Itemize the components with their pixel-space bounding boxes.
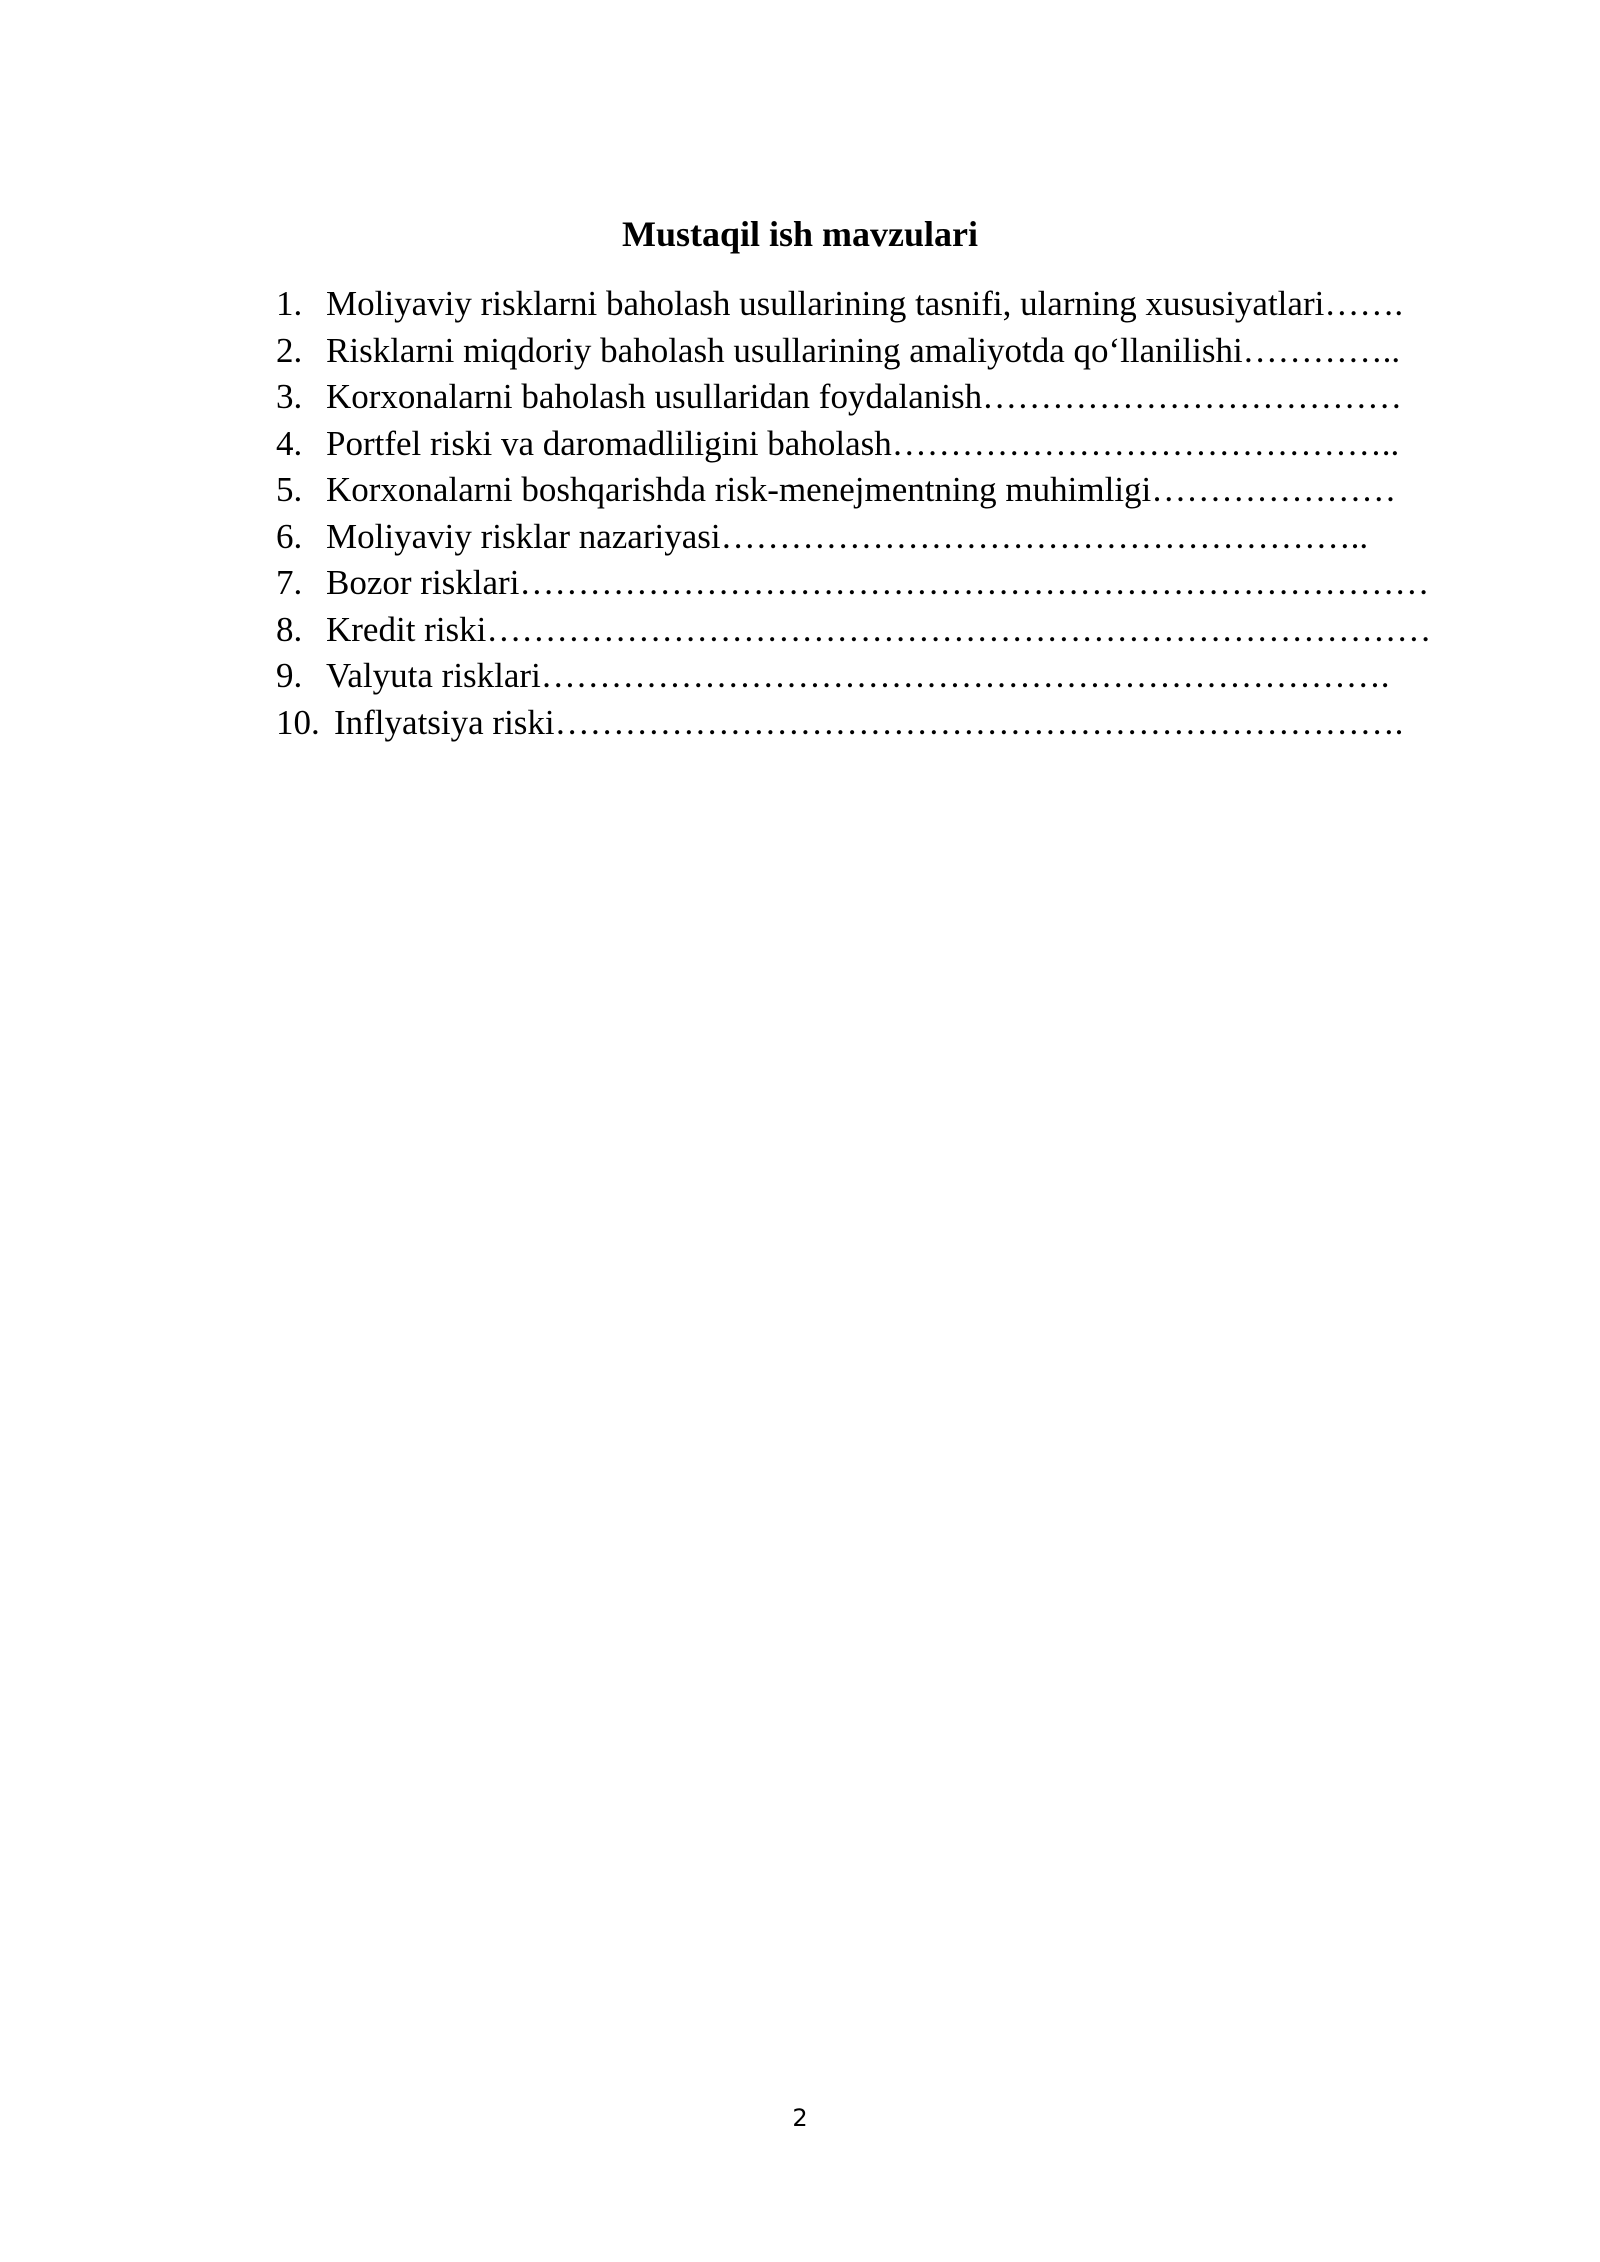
item-number: 4.: [276, 423, 303, 463]
item-text: Bozor risklari……………………………………………………………………: [326, 563, 1430, 602]
page-title: Mustaqil ish mavzulari: [621, 214, 979, 254]
item-number: 9.: [276, 656, 303, 695]
page-number: 2: [792, 2104, 808, 2132]
item-text: Korxonalarni boshqarishda risk-menejmentning muhimligi…………………: [326, 470, 1397, 509]
list-item: [276, 374, 1506, 421]
item-number: 8.: [276, 609, 303, 649]
item-number: 10.: [276, 702, 320, 742]
item-text: Moliyaviy risklar nazariyasi………………………………………………..: [326, 516, 1369, 556]
list-item: [276, 421, 1506, 468]
item-text: Risklarni miqdoriy baholash usullarining amaliyotda qo‘llanilishi…………..: [326, 330, 1401, 370]
item-text: Korxonalarni baholash usullaridan foydalanish………………………………: [326, 377, 1403, 416]
item-text: Moliyaviy risklarni baholash usullarining tasnifi, ularning xususiyatlari…….: [326, 284, 1404, 323]
list-item: [276, 560, 1506, 607]
item-number: 3.: [276, 377, 303, 416]
item-text: Valyuta risklari……………………………………………………………….: [326, 656, 1390, 695]
list-item: [276, 281, 1506, 328]
item-number: 6.: [276, 516, 303, 556]
list-item: [276, 653, 1506, 700]
item-number: 1.: [276, 284, 303, 323]
list-item: [276, 467, 1506, 514]
item-text: Inflyatsiya riski……………………………………………………………….: [334, 702, 1404, 742]
list-item: [276, 514, 1506, 561]
list-item: [276, 607, 1506, 654]
list-item: [276, 700, 1506, 747]
item-number: 5.: [276, 470, 303, 509]
item-text: Portfel riski va daromadliligini baholash……………………………………..: [326, 423, 1400, 463]
topics-list: [276, 281, 1506, 746]
item-text: Kredit riski………………………………………………………………………: [326, 609, 1432, 649]
item-number: 2.: [276, 330, 303, 370]
item-number: 7.: [276, 563, 303, 602]
list-item: [276, 328, 1506, 375]
